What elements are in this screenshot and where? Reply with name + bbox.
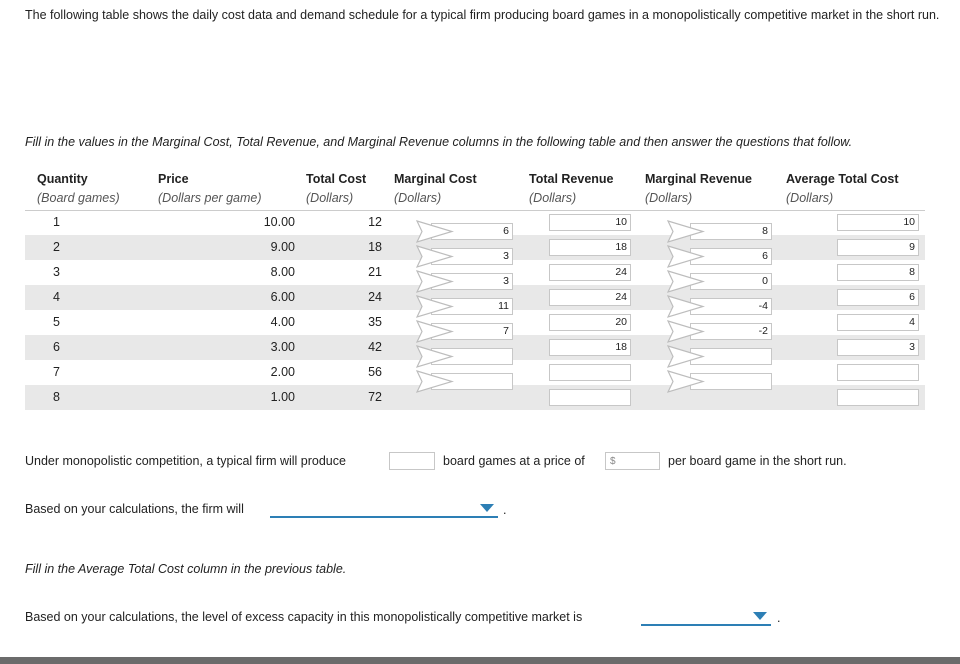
quantity-cell: 3 — [53, 265, 60, 279]
average-total-cost-input[interactable]: 10 — [837, 214, 919, 231]
price-cell: 9.00 — [270, 240, 295, 254]
average-total-cost-input[interactable]: 6 — [837, 289, 919, 306]
total-cost-cell: 42 — [368, 340, 382, 354]
excess-capacity-dropdown[interactable] — [641, 610, 771, 626]
quantity-cell: 1 — [53, 215, 60, 229]
price-cell: 4.00 — [270, 315, 295, 329]
total-cost-cell: 56 — [368, 365, 382, 379]
average-total-cost-input[interactable] — [837, 364, 919, 381]
quantity-cell: 7 — [53, 365, 60, 379]
cost-demand-table — [25, 168, 925, 413]
quantity-cell: 4 — [53, 290, 60, 304]
chevron-down-icon — [753, 612, 767, 620]
chevron-right-icon — [667, 244, 705, 269]
total-cost-cell: 12 — [368, 215, 382, 229]
header-marginal-cost: Marginal Cost (Dollars) — [394, 172, 477, 205]
quantity-cell: 2 — [53, 240, 60, 254]
chevron-right-icon — [667, 319, 705, 344]
marginal-cost-input[interactable]: 6 — [431, 223, 513, 240]
chevron-right-icon — [667, 344, 705, 369]
question-firm-will: Based on your calculations, the firm will — [25, 502, 244, 516]
instruction-text: Fill in the values in the Marginal Cost, Total Revenue, and Marginal Revenue columns in the following table and then answer the questions that follow. — [25, 135, 853, 149]
marginal-revenue-input[interactable]: 0 — [690, 273, 772, 290]
header-average-total-cost: Average Total Cost (Dollars) — [786, 172, 899, 205]
price-cell: 8.00 — [270, 265, 295, 279]
question-excess-capacity: Based on your calculations, the level of excess capacity in this monopolistically competitive market is — [25, 610, 583, 624]
firm-will-dropdown[interactable] — [270, 502, 498, 518]
marginal-cost-input[interactable]: 3 — [431, 248, 513, 265]
total-revenue-input[interactable]: 24 — [549, 264, 631, 281]
chevron-right-icon — [416, 344, 454, 369]
quantity-cell: 6 — [53, 340, 60, 354]
question-produce — [25, 454, 346, 468]
marginal-cost-input[interactable]: 7 — [431, 323, 513, 340]
period: . — [777, 611, 781, 625]
header-marginal-revenue: Marginal Revenue (Dollars) — [645, 172, 752, 205]
chevron-right-icon — [416, 319, 454, 344]
marginal-revenue-input[interactable]: -2 — [690, 323, 772, 340]
question-produce-text-b: board games at a price of — [443, 454, 585, 468]
total-cost-cell: 21 — [368, 265, 382, 279]
chevron-right-icon — [416, 269, 454, 294]
total-cost-cell: 24 — [368, 290, 382, 304]
quantity-cell: 8 — [53, 390, 60, 404]
marginal-revenue-input[interactable]: 8 — [690, 223, 772, 240]
chevron-right-icon — [416, 219, 454, 244]
marginal-cost-input[interactable]: 3 — [431, 273, 513, 290]
chevron-right-icon — [667, 294, 705, 319]
chevron-right-icon — [667, 369, 705, 394]
period: . — [503, 503, 507, 517]
average-total-cost-input[interactable]: 3 — [837, 339, 919, 356]
chevron-right-icon — [416, 294, 454, 319]
chevron-down-icon — [480, 504, 494, 512]
question-produce-text-a: Under monopolistic competition, a typical firm will produce — [25, 454, 346, 468]
price-cell: 10.00 — [263, 215, 295, 229]
atc-instruction: Fill in the Average Total Cost column in the previous table. — [25, 562, 347, 576]
marginal-revenue-input[interactable]: 6 — [690, 248, 772, 265]
chevron-right-icon — [416, 369, 454, 394]
price-cell: 3.00 — [270, 340, 295, 354]
total-revenue-input[interactable]: 20 — [549, 314, 631, 331]
total-revenue-input[interactable]: 10 — [549, 214, 631, 231]
total-revenue-input[interactable] — [549, 364, 631, 381]
total-revenue-input[interactable]: 18 — [549, 239, 631, 256]
average-total-cost-input[interactable]: 9 — [837, 239, 919, 256]
bottom-bar — [0, 657, 960, 664]
question-produce-text-c: per board game in the short run. — [668, 454, 847, 468]
chevron-right-icon — [667, 269, 705, 294]
price-cell: 6.00 — [270, 290, 295, 304]
price-answer-input[interactable] — [605, 452, 660, 470]
header-total-cost: Total Cost (Dollars) — [306, 172, 367, 205]
marginal-cost-input[interactable]: 11 — [431, 298, 513, 315]
average-total-cost-input[interactable]: 4 — [837, 314, 919, 331]
header-price: Price (Dollars per game) — [158, 172, 262, 205]
quantity-answer-input[interactable] — [389, 452, 435, 470]
total-revenue-input[interactable]: 24 — [549, 289, 631, 306]
header-quantity: Quantity (Board games) — [37, 172, 120, 205]
total-cost-cell: 72 — [368, 390, 382, 404]
header-total-revenue: Total Revenue (Dollars) — [529, 172, 614, 205]
chevron-right-icon — [667, 219, 705, 244]
quantity-cell: 5 — [53, 315, 60, 329]
marginal-revenue-input[interactable]: -4 — [690, 298, 772, 315]
price-cell: 1.00 — [270, 390, 295, 404]
total-revenue-input[interactable]: 18 — [549, 339, 631, 356]
average-total-cost-input[interactable] — [837, 389, 919, 406]
table-header — [25, 168, 925, 211]
dollar-sign: $ — [610, 456, 616, 467]
average-total-cost-input[interactable]: 8 — [837, 264, 919, 281]
chevron-right-icon — [416, 244, 454, 269]
price-cell: 2.00 — [270, 365, 295, 379]
total-cost-cell: 18 — [368, 240, 382, 254]
total-cost-cell: 35 — [368, 315, 382, 329]
total-revenue-input[interactable] — [549, 389, 631, 406]
intro-text: The following table shows the daily cost data and demand schedule for a typical firm producing board games in a monopolistically competitive market in the short run. — [25, 8, 940, 22]
